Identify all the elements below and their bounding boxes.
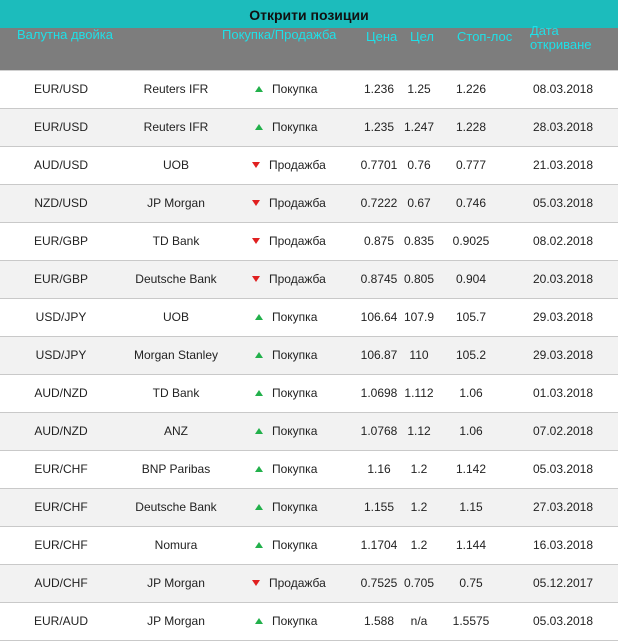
cell-price: 1.235 bbox=[363, 120, 395, 134]
cell-direction bbox=[252, 527, 352, 564]
header-pair: Валутна двойка bbox=[17, 27, 114, 42]
cell-date: 27.03.2018 bbox=[532, 500, 594, 514]
cell-date: 29.03.2018 bbox=[532, 310, 594, 324]
table-row bbox=[0, 489, 618, 527]
triangle-down-icon bbox=[252, 200, 260, 206]
cell-direction bbox=[252, 299, 352, 336]
cell-direction bbox=[252, 489, 352, 526]
table-row bbox=[0, 451, 618, 489]
table-row bbox=[0, 603, 618, 641]
cell-date: 01.03.2018 bbox=[532, 386, 594, 400]
cell-date: 05.12.2017 bbox=[532, 576, 594, 590]
table-row bbox=[0, 185, 618, 223]
triangle-up-icon bbox=[255, 86, 263, 92]
cell-direction bbox=[252, 413, 352, 450]
cell-price: 106.87 bbox=[360, 348, 398, 362]
cell-stop: 0.904 bbox=[455, 272, 487, 286]
cell-pair: EUR/CHF bbox=[34, 500, 88, 514]
cell-price: 1.0698 bbox=[360, 386, 398, 400]
cell-pair: NZD/USD bbox=[34, 196, 88, 210]
cell-date: 16.03.2018 bbox=[532, 538, 594, 552]
cell-pair: EUR/USD bbox=[33, 120, 88, 134]
direction-label: Покупка bbox=[272, 348, 318, 362]
cell-pair: EUR/CHF bbox=[34, 538, 88, 552]
table-row bbox=[0, 375, 618, 413]
table-row bbox=[0, 71, 618, 109]
cell-stop: 1.15 bbox=[459, 500, 483, 514]
cell-price: 0.8745 bbox=[360, 272, 398, 286]
cell-stop: 0.777 bbox=[455, 158, 487, 172]
cell-price: 0.7222 bbox=[360, 196, 398, 210]
table-title: Открити позиции bbox=[0, 0, 618, 28]
triangle-down-icon bbox=[252, 162, 260, 168]
direction-label: Продажба bbox=[269, 158, 326, 172]
cell-target: 0.67 bbox=[407, 196, 431, 210]
cell-price: 1.588 bbox=[363, 614, 395, 628]
header-price: Цена bbox=[366, 29, 398, 44]
cell-target: 1.2 bbox=[410, 462, 428, 476]
cell-stop: 1.06 bbox=[459, 424, 483, 438]
direction-label: Покупка bbox=[272, 538, 318, 552]
cell-date: 05.03.2018 bbox=[532, 462, 594, 476]
cell-bank: JP Morgan bbox=[147, 576, 205, 590]
cell-date: 21.03.2018 bbox=[532, 158, 594, 172]
cell-stop: 1.226 bbox=[455, 82, 487, 96]
cell-target: n/a bbox=[410, 614, 428, 628]
cell-bank: JP Morgan bbox=[147, 196, 205, 210]
cell-price: 106.64 bbox=[360, 310, 398, 324]
triangle-down-icon bbox=[252, 276, 260, 282]
direction-label: Продажба bbox=[269, 576, 326, 590]
cell-direction bbox=[252, 147, 352, 184]
cell-stop: 1.06 bbox=[459, 386, 483, 400]
table-row bbox=[0, 337, 618, 375]
cell-target: 0.76 bbox=[407, 158, 431, 172]
cell-bank: UOB bbox=[162, 158, 189, 172]
cell-date: 08.03.2018 bbox=[532, 82, 594, 96]
direction-label: Продажба bbox=[269, 234, 326, 248]
table-row bbox=[0, 527, 618, 565]
cell-stop: 1.228 bbox=[455, 120, 487, 134]
cell-date: 20.03.2018 bbox=[532, 272, 594, 286]
cell-stop: 105.2 bbox=[455, 348, 487, 362]
cell-target: 1.247 bbox=[403, 120, 435, 134]
cell-bank: Deutsche Bank bbox=[135, 272, 217, 286]
cell-bank: Morgan Stanley bbox=[133, 348, 219, 362]
cell-target: 0.805 bbox=[403, 272, 435, 286]
triangle-up-icon bbox=[255, 390, 263, 396]
cell-date: 05.03.2018 bbox=[532, 196, 594, 210]
cell-pair: AUD/CHF bbox=[34, 576, 88, 590]
cell-stop: 0.9025 bbox=[452, 234, 490, 248]
cell-pair: EUR/AUD bbox=[33, 614, 88, 628]
cell-bank: JP Morgan bbox=[147, 614, 205, 628]
cell-target: 110 bbox=[409, 348, 429, 362]
table-header bbox=[0, 23, 618, 71]
cell-bank: Reuters IFR bbox=[143, 82, 209, 96]
table-row bbox=[0, 413, 618, 451]
direction-label: Покупка bbox=[272, 386, 318, 400]
triangle-down-icon bbox=[252, 580, 260, 586]
cell-direction bbox=[252, 375, 352, 412]
table-body bbox=[0, 71, 618, 641]
cell-direction bbox=[252, 71, 352, 108]
cell-price: 0.7701 bbox=[360, 158, 398, 172]
triangle-up-icon bbox=[255, 466, 263, 472]
cell-direction bbox=[252, 603, 352, 640]
cell-pair: AUD/USD bbox=[33, 158, 88, 172]
cell-target: 0.705 bbox=[403, 576, 435, 590]
triangle-up-icon bbox=[255, 124, 263, 130]
cell-pair: USD/JPY bbox=[35, 348, 87, 362]
header-stop: Стоп-лос bbox=[457, 29, 513, 44]
cell-target: 1.2 bbox=[410, 538, 428, 552]
cell-price: 1.16 bbox=[367, 462, 391, 476]
triangle-up-icon bbox=[255, 428, 263, 434]
direction-label: Продажба bbox=[269, 272, 326, 286]
cell-price: 0.7525 bbox=[360, 576, 398, 590]
cell-price: 0.875 bbox=[363, 234, 395, 248]
direction-label: Покупка bbox=[272, 424, 318, 438]
direction-label: Покупка bbox=[272, 500, 318, 514]
header-date: Дата откриване bbox=[530, 23, 592, 52]
cell-direction bbox=[252, 185, 352, 222]
cell-target: 1.25 bbox=[407, 82, 431, 96]
triangle-up-icon bbox=[255, 542, 263, 548]
cell-direction bbox=[252, 261, 352, 298]
cell-direction bbox=[252, 109, 352, 146]
direction-label: Покупка bbox=[272, 82, 318, 96]
table-row bbox=[0, 261, 618, 299]
table-row bbox=[0, 299, 618, 337]
cell-pair: EUR/CHF bbox=[34, 462, 88, 476]
cell-stop: 105.7 bbox=[455, 310, 487, 324]
cell-date: 05.03.2018 bbox=[532, 614, 594, 628]
cell-stop: 1.144 bbox=[455, 538, 487, 552]
triangle-up-icon bbox=[255, 352, 263, 358]
table-row bbox=[0, 109, 618, 147]
cell-stop: 1.5575 bbox=[452, 614, 490, 628]
direction-label: Покупка bbox=[272, 462, 318, 476]
cell-date: 28.03.2018 bbox=[532, 120, 594, 134]
cell-bank: UOB bbox=[162, 310, 189, 324]
triangle-up-icon bbox=[255, 314, 263, 320]
cell-bank: TD Bank bbox=[152, 234, 200, 248]
cell-date: 08.02.2018 bbox=[532, 234, 594, 248]
cell-bank: Nomura bbox=[154, 538, 198, 552]
cell-bank: ANZ bbox=[164, 424, 188, 438]
cell-pair: EUR/GBP bbox=[33, 234, 88, 248]
triangle-down-icon bbox=[252, 238, 260, 244]
cell-bank: Reuters IFR bbox=[143, 120, 209, 134]
triangle-up-icon bbox=[255, 618, 263, 624]
cell-pair: EUR/USD bbox=[33, 82, 88, 96]
cell-direction bbox=[252, 337, 352, 374]
direction-label: Покупка bbox=[272, 614, 318, 628]
triangle-up-icon bbox=[255, 504, 263, 510]
direction-label: Продажба bbox=[269, 196, 326, 210]
table-row bbox=[0, 223, 618, 261]
table-row bbox=[0, 147, 618, 185]
cell-stop: 1.142 bbox=[455, 462, 487, 476]
cell-bank: Deutsche Bank bbox=[135, 500, 217, 514]
direction-label: Покупка bbox=[272, 120, 318, 134]
cell-price: 1.155 bbox=[363, 500, 395, 514]
cell-stop: 0.75 bbox=[459, 576, 483, 590]
cell-stop: 0.746 bbox=[455, 196, 487, 210]
cell-target: 107.9 bbox=[403, 310, 435, 324]
header-target: Цел bbox=[410, 29, 435, 44]
cell-target: 1.2 bbox=[410, 500, 428, 514]
table-row bbox=[0, 565, 618, 603]
cell-direction bbox=[252, 451, 352, 488]
cell-date: 07.02.2018 bbox=[532, 424, 594, 438]
cell-date: 29.03.2018 bbox=[532, 348, 594, 362]
cell-pair: AUD/NZD bbox=[34, 386, 88, 400]
cell-target: 1.112 bbox=[404, 386, 434, 400]
cell-direction bbox=[252, 223, 352, 260]
header-direction: Покупка/Продажба bbox=[222, 27, 337, 42]
cell-target: 1.12 bbox=[407, 424, 431, 438]
cell-target: 0.835 bbox=[403, 234, 435, 248]
cell-price: 1.1704 bbox=[360, 538, 398, 552]
cell-price: 1.0768 bbox=[360, 424, 398, 438]
cell-bank: TD Bank bbox=[152, 386, 200, 400]
cell-pair: USD/JPY bbox=[35, 310, 87, 324]
cell-pair: AUD/NZD bbox=[34, 424, 88, 438]
cell-direction bbox=[252, 565, 352, 602]
cell-bank: BNP Paribas bbox=[141, 462, 211, 476]
cell-pair: EUR/GBP bbox=[33, 272, 88, 286]
cell-price: 1.236 bbox=[363, 82, 395, 96]
direction-label: Покупка bbox=[272, 310, 318, 324]
